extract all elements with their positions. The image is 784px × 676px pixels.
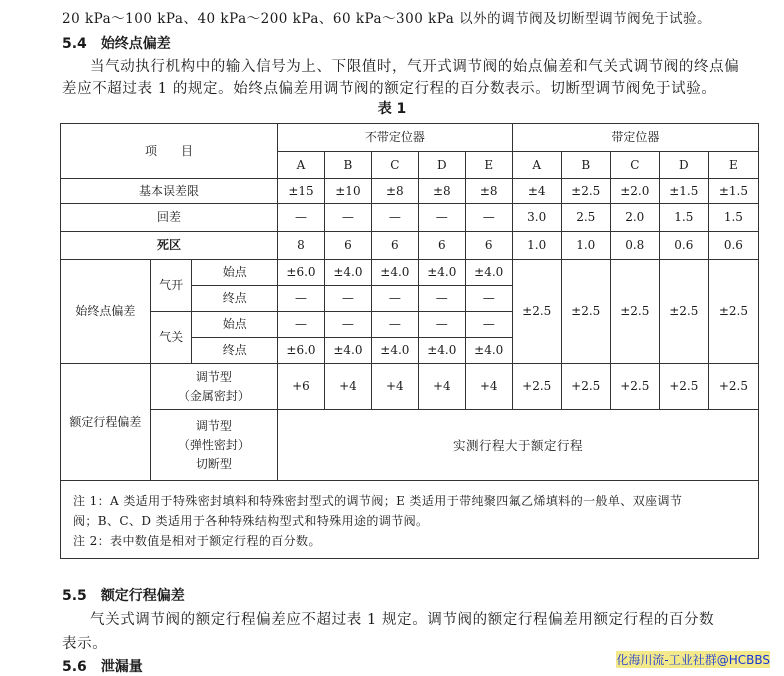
table-cell: ±2.5 (561, 179, 610, 204)
table-cell: ±4.0 (418, 260, 465, 286)
section-title: 泄漏量 (100, 659, 143, 675)
table-row-hysteresis (61, 204, 759, 232)
table-cell: — (324, 312, 371, 338)
table-row-elastic-seal (61, 410, 759, 481)
intro-line: 20 kPa～100 kPa、40 kPa～200 kPa、60 kPa～300 kPa 以外的调节阀及切断型调节阀免于试验。 (62, 11, 712, 27)
table-cell: +2.5 (512, 364, 561, 410)
table-cell: ±2.0 (610, 179, 659, 204)
section-5-4-heading (62, 33, 171, 53)
table-cell: ±1.5 (659, 179, 708, 204)
table-cell: 0.6 (659, 232, 708, 260)
table-cell: ±4.0 (371, 338, 418, 364)
header-class: E (465, 152, 512, 179)
row-label: 回差 (61, 204, 278, 232)
table-cell: +4 (371, 364, 418, 410)
section-5-5-heading (62, 585, 185, 605)
row-label-endpoint: 始终点偏差 (61, 260, 151, 364)
section-5-6-heading (62, 656, 143, 676)
table-cell: +2.5 (659, 364, 708, 410)
section-number: 5.6 (62, 659, 87, 675)
header-with-positioner: 带定位器 (512, 124, 758, 152)
row-label-air-open: 气开 (150, 260, 192, 312)
table-cell: +2.5 (610, 364, 659, 410)
table-cell: — (465, 286, 512, 312)
header-class: C (610, 152, 659, 179)
row-label-metal-seal (150, 364, 277, 410)
table-cell: 6 (324, 232, 371, 260)
row-label-elastic-seal (150, 410, 277, 481)
table-cell: — (371, 312, 418, 338)
table-cell: ±6.0 (278, 260, 325, 286)
table-cell: — (278, 312, 325, 338)
table-cell: — (371, 286, 418, 312)
note-line: 注 2：表中数值是相对于额定行程的百分数。 (73, 533, 321, 548)
table-cell: ±2.5 (708, 260, 758, 364)
table-caption: 表 1 (377, 101, 407, 117)
row-label-line: 调节型 (195, 369, 232, 384)
section-number: 5.5 (62, 588, 87, 604)
table-cell: 0.6 (708, 232, 758, 260)
table-cell: 6 (418, 232, 465, 260)
header-class: A (278, 152, 325, 179)
row-label: 死区 (61, 232, 278, 260)
paragraph-5-4-line-1: 当气动执行机构中的输入信号为上、下限值时，气开式调节阀的始点偏差和气关式调节阀的终点偏 (90, 59, 740, 75)
table-cell: — (278, 204, 325, 232)
table-cell: ±15 (278, 179, 325, 204)
section-title: 额定行程偏差 (100, 588, 185, 604)
note-line: 阀；B、C、D 类适用于各种特殊结构型式和特殊用途的调节阀。 (73, 513, 429, 528)
spec-table (60, 123, 759, 559)
table-row-open-start (61, 260, 759, 286)
table-cell: — (465, 312, 512, 338)
table-cell: ±8 (465, 179, 512, 204)
header-class: D (659, 152, 708, 179)
table-cell: 8 (278, 232, 325, 260)
paragraph-5-4-line-2: 差应不超过表 1 的规定。始终点偏差用调节阀的额定行程的百分数表示。切断型调节阀免于试验。 (62, 81, 717, 97)
table-cell: ±2.5 (659, 260, 708, 364)
table-cell: — (465, 204, 512, 232)
header-item: 项 目 (61, 124, 278, 179)
header-class: B (561, 152, 610, 179)
table-cell: ±8 (371, 179, 418, 204)
header-class: E (708, 152, 758, 179)
paragraph-5-5-line-1: 气关式调节阀的额定行程偏差应不超过表 1 规定。调节阀的额定行程偏差用额定行程的百分数 (90, 612, 715, 628)
row-label-rated-travel: 额定行程偏差 (61, 364, 151, 481)
table-row-basic-error (61, 179, 759, 204)
table-row-dead-band (61, 232, 759, 260)
table-cell: ±2.5 (512, 260, 561, 364)
table-cell: ±6.0 (278, 338, 325, 364)
row-label-line: 调节型 (195, 418, 232, 433)
table-cell: 2.0 (610, 204, 659, 232)
table-cell: 1.5 (708, 204, 758, 232)
table-cell: 6 (371, 232, 418, 260)
table-cell: 1.5 (659, 204, 708, 232)
table-row-metal-seal (61, 364, 759, 410)
table-header-row (61, 124, 759, 152)
section-number: 5.4 (62, 36, 87, 52)
section-title: 始终点偏差 (100, 36, 171, 52)
table-cell: ±4.0 (465, 338, 512, 364)
table-cell: — (418, 286, 465, 312)
row-label-line: （金属密封） (177, 388, 250, 403)
table-cell: ±10 (324, 179, 371, 204)
header-no-positioner: 不带定位器 (278, 124, 513, 152)
table-cell: +2.5 (561, 364, 610, 410)
table-cell: 1.0 (561, 232, 610, 260)
table-cell: — (324, 286, 371, 312)
table-cell: — (278, 286, 325, 312)
table-cell: +6 (278, 364, 325, 410)
table-cell: 1.0 (512, 232, 561, 260)
row-label-start: 始点 (192, 312, 278, 338)
row-label-end: 终点 (192, 286, 278, 312)
table-cell: ±4.0 (371, 260, 418, 286)
table-cell: 3.0 (512, 204, 561, 232)
table-cell: — (371, 204, 418, 232)
table-cell: ±1.5 (708, 179, 758, 204)
table-cell: ±8 (418, 179, 465, 204)
table-cell: ±4.0 (324, 260, 371, 286)
note-line: 注 1：A 类适用于特殊密封填料和特殊密封型式的调节阀；E 类适用于带纯聚四氟乙烯填料的一般单、双座调节 (73, 493, 683, 508)
table-cell: — (324, 204, 371, 232)
row-label-line: （弹性密封） (177, 437, 250, 452)
table-cell: +4 (465, 364, 512, 410)
row-label-end: 终点 (192, 338, 278, 364)
table-cell: +2.5 (708, 364, 758, 410)
row-label-line: 切断型 (195, 456, 232, 471)
paragraph-5-5-line-2: 表示。 (62, 636, 108, 652)
table-cell: ±4 (512, 179, 561, 204)
header-class: C (371, 152, 418, 179)
table-notes (61, 481, 759, 559)
table-cell: ±4.0 (324, 338, 371, 364)
watermark-text: 化海川流-工业社群@HCBBS (616, 653, 770, 667)
table-cell-merged: 实测行程大于额定行程 (278, 410, 759, 481)
table-cell: +4 (418, 364, 465, 410)
row-label-start: 始点 (192, 260, 278, 286)
table-notes-row (61, 481, 759, 559)
table-cell: 0.8 (610, 232, 659, 260)
row-label-air-close: 气关 (150, 312, 192, 364)
row-label: 基本误差限 (61, 179, 278, 204)
table-cell: 2.5 (561, 204, 610, 232)
header-class: D (418, 152, 465, 179)
table-cell: — (418, 204, 465, 232)
table-cell: ±4.0 (418, 338, 465, 364)
header-class: A (512, 152, 561, 179)
header-class: B (324, 152, 371, 179)
table-cell: ±2.5 (561, 260, 610, 364)
table-cell: ±4.0 (465, 260, 512, 286)
table-cell: — (418, 312, 465, 338)
table-cell: 6 (465, 232, 512, 260)
table-cell: ±2.5 (610, 260, 659, 364)
table-cell: +4 (324, 364, 371, 410)
